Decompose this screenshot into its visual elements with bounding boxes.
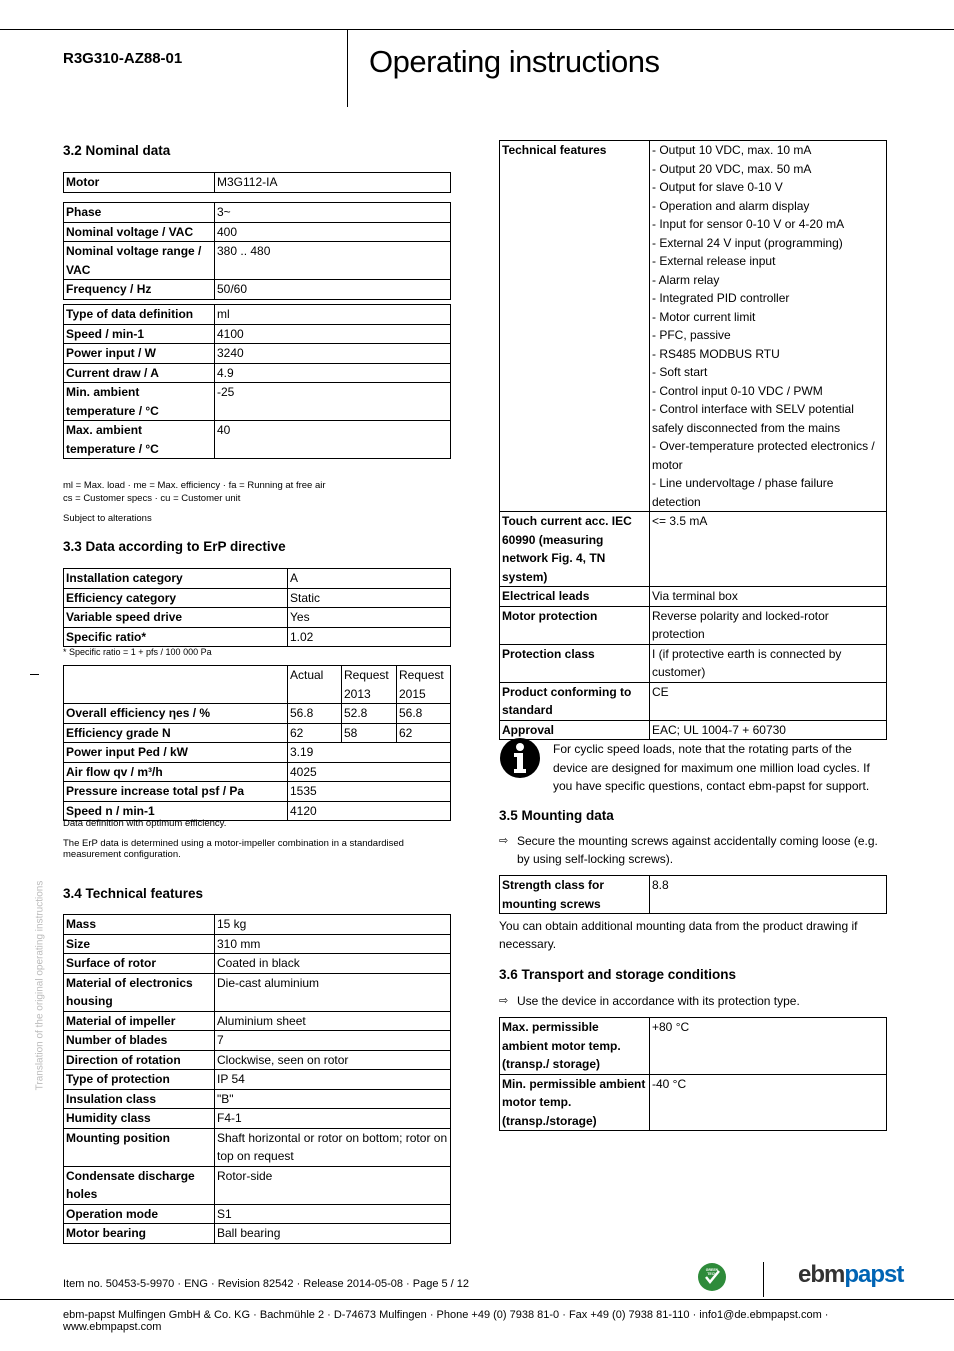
greentech-label: GREEN TECH — [705, 1268, 719, 1276]
col-header-request-2015: Request 2015 — [397, 666, 451, 704]
feature-item: - PFC, passive — [652, 328, 731, 342]
top-rule — [0, 29, 954, 30]
footer-rule — [0, 1299, 954, 1300]
feature-item: - Input for sensor 0-10 V or 4-20 mA — [652, 217, 845, 231]
cell-value: CE — [650, 682, 887, 720]
section-3-6-title: 3.6 Transport and storage conditions — [499, 967, 737, 982]
feature-item: - Over-temperature protected electronics / motor — [652, 439, 875, 472]
cell-label: Installation category — [64, 569, 288, 589]
item-info: Item no. 50453-5-9970 · ENG · Revision 82542 · Release 2014-05-08 · Page 5 / 12 — [63, 1278, 470, 1290]
cell-label: Nominal voltage / VAC — [64, 222, 215, 242]
legend-note-2: cs = Customer specs · cu = Customer unit — [63, 493, 241, 504]
cell-value: +80 °C — [650, 1018, 887, 1075]
cell-value: 7 — [215, 1031, 451, 1051]
mounting-table — [499, 875, 887, 914]
cell-label: Speed n / min-1 — [64, 801, 288, 821]
side-note: Translation of the original operating instructions — [34, 880, 46, 1091]
feature-item: - Output 20 VDC, max. 50 mA — [652, 161, 812, 176]
cell-value: 4.9 — [215, 363, 451, 383]
cell-label: Frequency / Hz — [64, 280, 215, 300]
feature-item: - External 24 V input (programming) — [652, 235, 843, 250]
section-3-4-title: 3.4 Technical features — [63, 886, 204, 901]
cell-label: Efficiency category — [64, 588, 288, 608]
cell-label: Mass — [64, 915, 215, 935]
cell-value: <= 3.5 mA — [650, 512, 887, 587]
alterations-note: Subject to alterations — [63, 513, 152, 524]
cell-label: Min. permissible ambient motor temp. (transp./storage) — [500, 1074, 650, 1131]
feature-item: - Control interface with SELV potential safely disconnected from the mains — [652, 402, 854, 435]
margin-tick — [30, 674, 39, 675]
cell-value: 4120 — [288, 801, 451, 821]
feature-item: - Soft start — [652, 365, 708, 379]
logo-ebm: ebm — [798, 1261, 845, 1288]
section-3-3-title: 3.3 Data according to ErP directive — [63, 539, 286, 554]
cell-label: Current draw / A — [64, 363, 215, 383]
feature-item: - Integrated PID controller — [652, 291, 790, 305]
cell-value: 3~ — [215, 203, 451, 223]
cell-label: Motor protection — [500, 606, 650, 644]
cell-label: Operation mode — [64, 1204, 215, 1224]
cell-value: 1.02 — [288, 627, 451, 647]
cell-label: Humidity class — [64, 1109, 215, 1129]
info-icon — [499, 737, 541, 779]
optimum-note: Data definition with optimum efficiency. — [63, 818, 227, 829]
cell-value: Ball bearing — [215, 1224, 451, 1244]
cell-value: IP 54 — [215, 1070, 451, 1090]
cell-value: A — [288, 569, 451, 589]
cell-label: Variable speed drive — [64, 608, 288, 628]
cell-label: Power input / W — [64, 344, 215, 364]
cell-label: Material of electronics housing — [64, 973, 215, 1011]
cell-label: Direction of rotation — [64, 1050, 215, 1070]
cell-value: 8.8 — [650, 876, 887, 914]
protection-type-instruction: Use the device in accordance with its protection type. — [517, 994, 800, 1008]
cell-label: Electrical leads — [500, 587, 650, 607]
cell-label: Touch current acc. IEC 60990 (measuring network Fig. 4, TN system) — [500, 512, 650, 587]
cell-value: -40 °C — [650, 1074, 887, 1131]
electrical-table — [63, 202, 451, 300]
ebmpapst-logo — [798, 1261, 903, 1289]
cell-label: Type of data definition — [64, 305, 215, 325]
technical-features-table — [63, 914, 451, 1244]
cell-label: Phase — [64, 203, 215, 223]
cell-value: Coated in black — [215, 954, 451, 974]
cell-label: Mounting position — [64, 1128, 215, 1166]
cell-label: Overall efficiency ηes / % — [64, 704, 288, 724]
cell-value: F4-1 — [215, 1109, 451, 1129]
cell-value: 400 — [215, 222, 451, 242]
cell-label: Nominal voltage range / VAC — [64, 242, 215, 280]
cell-label: Efficiency grade N — [64, 723, 288, 743]
cell-label: Pressure increase total psf / Pa — [64, 782, 288, 802]
section-3-2-title: 3.2 Nominal data — [63, 143, 171, 158]
logo-divider — [763, 1262, 764, 1297]
cell-value: S1 — [215, 1204, 451, 1224]
cell-value: Via terminal box — [650, 587, 887, 607]
cell-label: Size — [64, 934, 215, 954]
cell-value: ml — [215, 305, 451, 325]
cell-value: EAC; UL 1004-7 + 60730 — [650, 720, 887, 740]
cell-label: Approval — [500, 720, 650, 740]
arrow-bullet-icon: ⇨ — [499, 835, 509, 847]
cell-value: 4025 — [288, 762, 451, 782]
cell-label: Number of blades — [64, 1031, 215, 1051]
cell-value: 58 — [342, 723, 397, 743]
cell-label: Motor — [64, 173, 215, 193]
cell-label: Condensate discharge holes — [64, 1166, 215, 1204]
feature-item: - Control input 0-10 VDC / PWM — [652, 383, 823, 398]
greentech-logo — [697, 1262, 727, 1292]
mounting-instruction: Secure the mounting screws against accidentally coming loose (e.g. by using self-locking screws). — [517, 834, 878, 866]
cell-value: M3G112-IA — [215, 173, 451, 193]
cell-value: Clockwise, seen on rotor — [215, 1050, 451, 1070]
cell-label: Product conforming to standard — [500, 682, 650, 720]
mounting-additional-note: You can obtain additional mounting data from the product drawing if necessary. — [499, 919, 858, 951]
specific-ratio-footnote: * Specific ratio = 1 + pfs / 100 000 Pa — [63, 647, 212, 657]
cell-label: Power input Ped / kW — [64, 743, 288, 763]
cell-label: Technical features — [500, 141, 650, 512]
cell-label: Air flow qv / m³/h — [64, 762, 288, 782]
cell-value: 4100 — [215, 324, 451, 344]
cell-value: 3240 — [215, 344, 451, 364]
transport-storage-table — [499, 1017, 887, 1131]
feature-item: - Operation and alarm display — [652, 198, 810, 213]
cell-value: 62 — [288, 723, 342, 743]
cell-label: Speed / min-1 — [64, 324, 215, 344]
cell-value: Aluminium sheet — [215, 1011, 451, 1031]
feature-item: - Output for slave 0-10 V — [652, 180, 783, 194]
cell-value: 310 mm — [215, 934, 451, 954]
right-technical-table — [499, 140, 887, 740]
cell-value: 1535 — [288, 782, 451, 802]
cell-label: Max. permissible ambient motor temp. (transp./ storage) — [500, 1018, 650, 1075]
cell-value: 62 — [397, 723, 451, 743]
page-title: Operating instructions — [369, 44, 660, 79]
cell-value: -25 — [215, 383, 451, 421]
feature-item: - RS485 MODBUS RTU — [652, 346, 780, 361]
feature-item: - Output 10 VDC, max. 10 mA — [652, 143, 812, 157]
cell-value: Static — [288, 588, 451, 608]
col-header-actual: Actual — [288, 666, 342, 704]
cell-value: 40 — [215, 421, 451, 459]
header-blank — [64, 666, 288, 704]
erp-measurement-note: The ErP data is determined using a motor-impeller combination in a standardised measurement configuration. — [63, 838, 404, 860]
feature-item: - External release input — [652, 254, 776, 268]
cell-value: I (if protective earth is connected by customer) — [650, 644, 887, 682]
header-divider — [347, 29, 348, 107]
technical-features-list — [650, 141, 887, 512]
motor-table — [63, 172, 451, 193]
cell-value: 380 .. 480 — [215, 242, 451, 280]
cell-label: Material of impeller — [64, 1011, 215, 1031]
section-3-5-title: 3.5 Mounting data — [499, 808, 614, 823]
product-code: R3G310-AZ88-01 — [63, 50, 183, 67]
erp-category-table — [63, 568, 451, 647]
cell-label: Insulation class — [64, 1089, 215, 1109]
cell-value: Rotor-side — [215, 1166, 451, 1204]
feature-item: - Line undervoltage / phase failure detection — [652, 476, 834, 509]
cell-value: Shaft horizontal or rotor on bottom; rotor on top on request — [215, 1128, 451, 1166]
cell-value: Reverse polarity and locked-rotor protection — [650, 606, 887, 644]
cell-value: 52.8 — [342, 704, 397, 724]
cell-label: Protection class — [500, 644, 650, 682]
cell-value: 56.8 — [288, 704, 342, 724]
performance-table — [63, 304, 451, 459]
legend-note-1: ml = Max. load · me = Max. efficiency · fa = Running at free air — [63, 480, 326, 491]
cell-value: 3.19 — [288, 743, 451, 763]
logo-papst: papst — [844, 1261, 904, 1288]
cell-label: Strength class for mounting screws — [500, 876, 650, 914]
cell-label: Max. ambient temperature / °C — [64, 421, 215, 459]
col-header-request-2013: Request 2013 — [342, 666, 397, 704]
erp-efficiency-table — [63, 665, 451, 821]
cell-label: Type of protection — [64, 1070, 215, 1090]
cell-label: Specific ratio* — [64, 627, 288, 647]
feature-item: - Motor current limit — [652, 309, 756, 324]
cyclic-load-note: For cyclic speed loads, note that the rotating parts of the device are designed for maximum one million load cycles. If you have specific questions, contact ebm-papst for support. — [553, 742, 870, 793]
cell-label: Surface of rotor — [64, 954, 215, 974]
arrow-bullet-icon: ⇨ — [499, 995, 509, 1007]
feature-item: - Alarm relay — [652, 272, 720, 287]
cell-label: Min. ambient temperature / °C — [64, 383, 215, 421]
cell-label: Motor bearing — [64, 1224, 215, 1244]
cell-value: 56.8 — [397, 704, 451, 724]
cell-value: "B" — [215, 1089, 451, 1109]
company-info: ebm-papst Mulfingen GmbH & Co. KG · Bachmühle 2 · D-74673 Mulfingen · Phone +49 (0) 7938 81-0 · Fax +49 (0) 7938 81-110 · info1@de.ebmpapst.com · www.ebmpapst.com — [63, 1309, 829, 1333]
cell-value: Yes — [288, 608, 451, 628]
cell-value: 15 kg — [215, 915, 451, 935]
cell-value: Die-cast aluminium — [215, 973, 451, 1011]
cell-value: 50/60 — [215, 280, 451, 300]
